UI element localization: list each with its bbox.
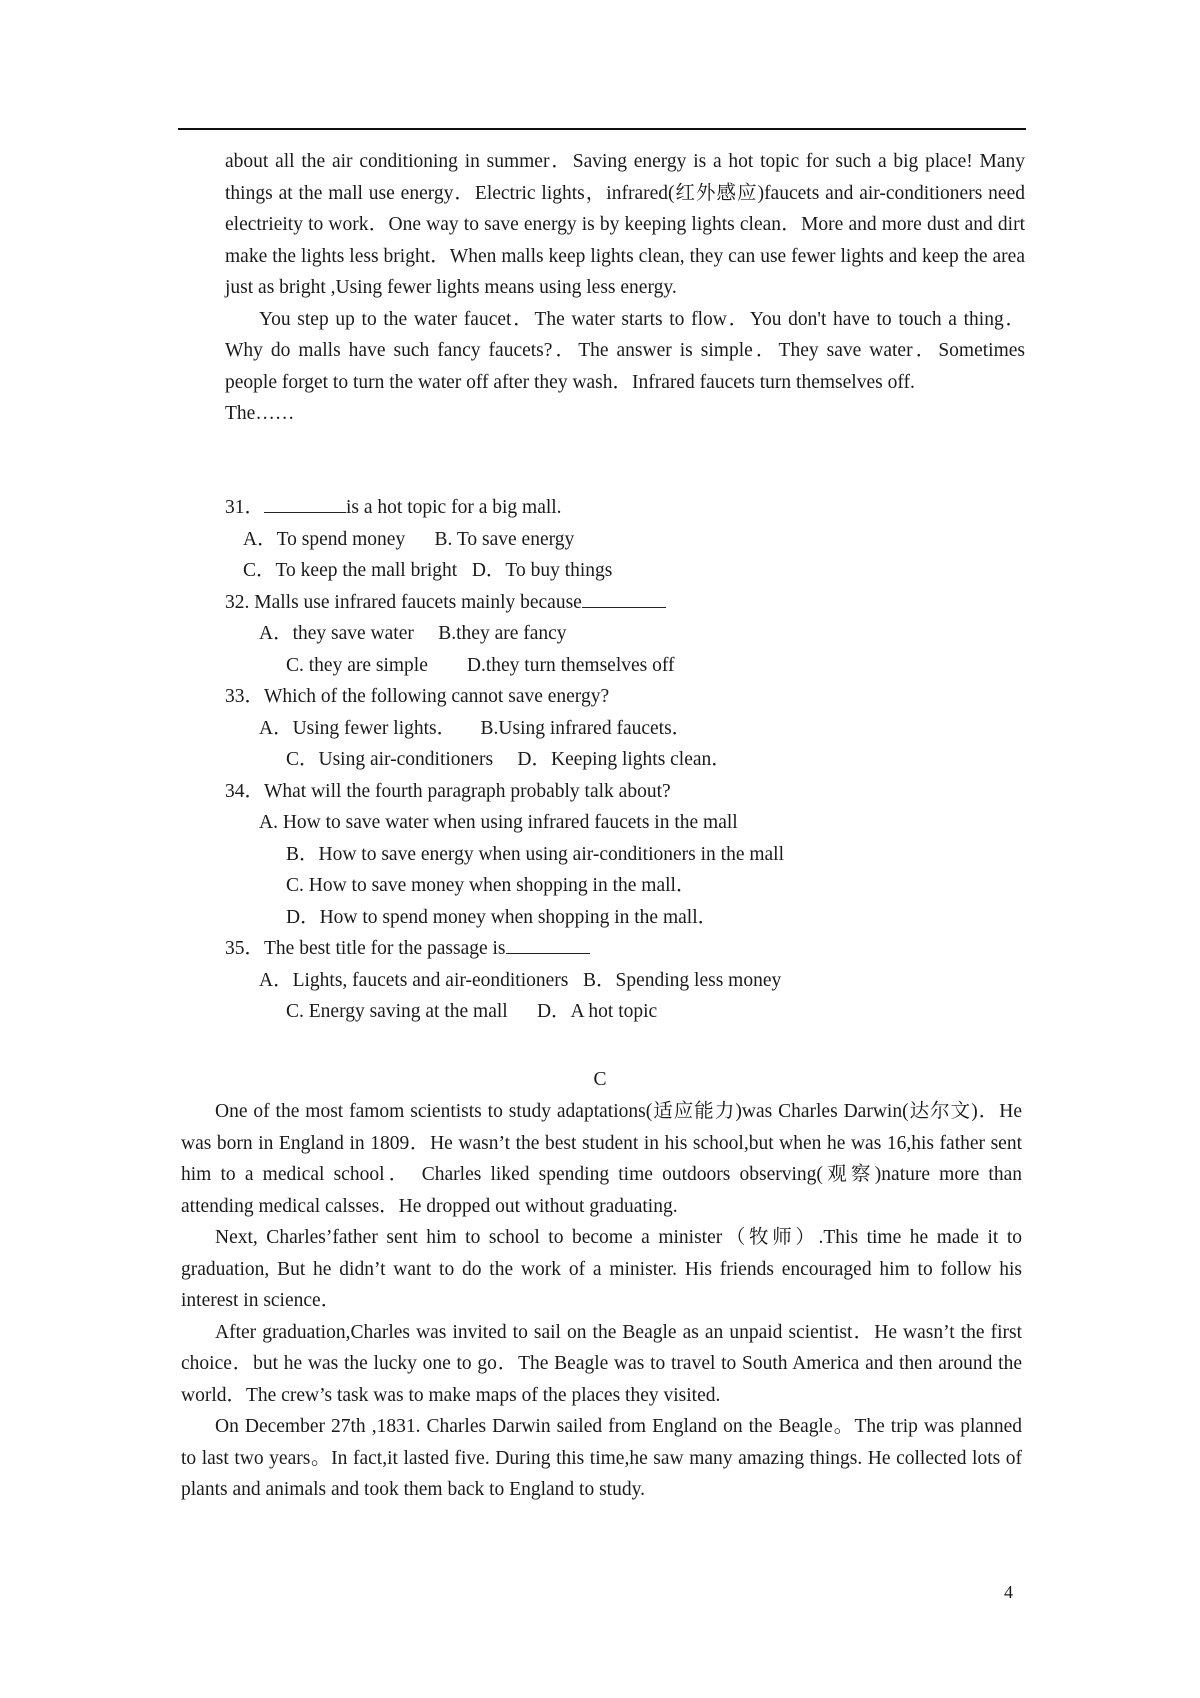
answer-blank xyxy=(582,589,666,608)
option: C．To keep the mall bright xyxy=(243,560,458,581)
option: D．To buy things xyxy=(471,560,613,581)
question-35 xyxy=(225,933,1025,965)
question-32-stem: 32. Malls use infrared faucets mainly because xyxy=(225,591,582,613)
option: B. To save energy xyxy=(434,528,575,550)
option: B.they are fancy xyxy=(438,623,567,644)
question-33-options-row-2 xyxy=(225,744,1025,776)
answer-blank xyxy=(264,494,346,513)
question-31-options-row-2 xyxy=(225,555,1025,587)
question-33: 33．Which of the following cannot save energy? xyxy=(225,686,610,707)
option: A．Using fewer lights． xyxy=(259,717,457,739)
question-35-options-row-2 xyxy=(225,996,1025,1028)
passage-b-paragraph-1: about all the air conditioning in summer．Saving energy is a hot topic for such a big place! Many things at the mall use energy．Electric lights，infrared(红外感应)faucets and air-conditioners need electrieity to work．One way to save energy is by keeping lights clean．More and more dust and dirt make the lights less bright．When malls keep lights clean, they can use fewer lights and keep the area just as bright ,Using fewer lights means using less energy. xyxy=(225,151,1025,298)
question-33-options-row-1 xyxy=(225,713,1025,745)
question-31-options-row-1 xyxy=(225,524,1025,556)
option: C. How to save money when shopping in the mall． xyxy=(286,875,696,896)
option: B.Using infrared faucets． xyxy=(480,717,692,739)
question-31 xyxy=(225,492,1025,524)
answer-blank xyxy=(506,935,590,954)
passage-c xyxy=(181,1096,1022,1506)
question-32 xyxy=(225,587,1025,619)
passage-c-title: C xyxy=(593,1069,607,1090)
question-34: 34．What will the fourth paragraph probably talk about? xyxy=(225,780,671,802)
option: D．Keeping lights clean． xyxy=(517,749,731,770)
passage-c-paragraph-1: One of the most famom scientists to study adaptations(适应能力)was Charles Darwin(达尔文)．He was born in England in 1809．He wasn’t the best student in his school,but when he was 16,his father sent him to a medical school． Charles liked spending time outdoors observing(观察)nature more than attending medical calsses．He dropped out without graduating. xyxy=(181,1101,1022,1217)
option: C. they are simple xyxy=(286,654,428,676)
option: B．Spending less money xyxy=(582,969,782,991)
option: D.they turn themselves off xyxy=(466,654,675,676)
question-31-stem: is a hot topic for a big mall. xyxy=(346,497,562,518)
passage-c-paragraph-4: On December 27th ,1831. Charles Darwin sailed from England on the Beagle。The trip was planned to last two years。In fact,it lasted five. During this time,he saw many amazing things. He collected lots of plants and animals and took them back to England to study. xyxy=(181,1416,1022,1500)
question-32-options-row-2 xyxy=(225,650,1025,682)
passage-b xyxy=(225,146,1025,430)
question-31-number: 31． xyxy=(225,497,265,518)
passage-b-paragraph-3: The…… xyxy=(225,403,295,424)
option: B．How to save energy when using air-conditioners in the mall xyxy=(286,843,785,865)
questions xyxy=(225,492,1025,1028)
option: A．Lights, faucets and air-eonditioners xyxy=(259,969,569,991)
passage-c-paragraph-3: After graduation,Charles was invited to sail on the Beagle as an unpaid scientist．He wasn’t the first choice．but he was the lucky one to go．The Beagle was to travel to South America and then around the world．The crew’s task was to make maps of the places they visited. xyxy=(181,1321,1022,1406)
option: C．Using air-conditioners xyxy=(286,749,494,770)
option: C. Energy saving at the mall xyxy=(286,1001,508,1022)
passage-c-paragraph-2: Next, Charles’father sent him to school to become a minister（牧师）.This time he made it to graduation, But he didn’t want to do the work of a minister. His friends encouraged him to follow his interest in science． xyxy=(181,1227,1022,1311)
option: A．To spend money xyxy=(243,528,406,550)
question-32-options-row-1 xyxy=(225,618,1025,650)
question-35-stem: 35．The best title for the passage is xyxy=(225,938,506,959)
option: A．they save water xyxy=(259,623,414,644)
passage-b-paragraph-2: You step up to the water faucet．The water starts to flow．You don't have to touch a thing．Why do malls have such fancy faucets?．The answer is simple．They save water．Sometimes people forget to turn the water off after they wash．Infrared faucets turn themselves off. xyxy=(225,308,1025,393)
option: D．How to spend money when shopping in the mall． xyxy=(286,906,718,928)
header-rule xyxy=(178,128,1026,130)
option: D．A hot topic xyxy=(536,1001,658,1022)
page-number: 4 xyxy=(1004,1582,1013,1602)
question-35-options-row-1 xyxy=(225,965,1025,997)
option: A. How to save water when using infrared faucets in the mall xyxy=(259,812,738,833)
